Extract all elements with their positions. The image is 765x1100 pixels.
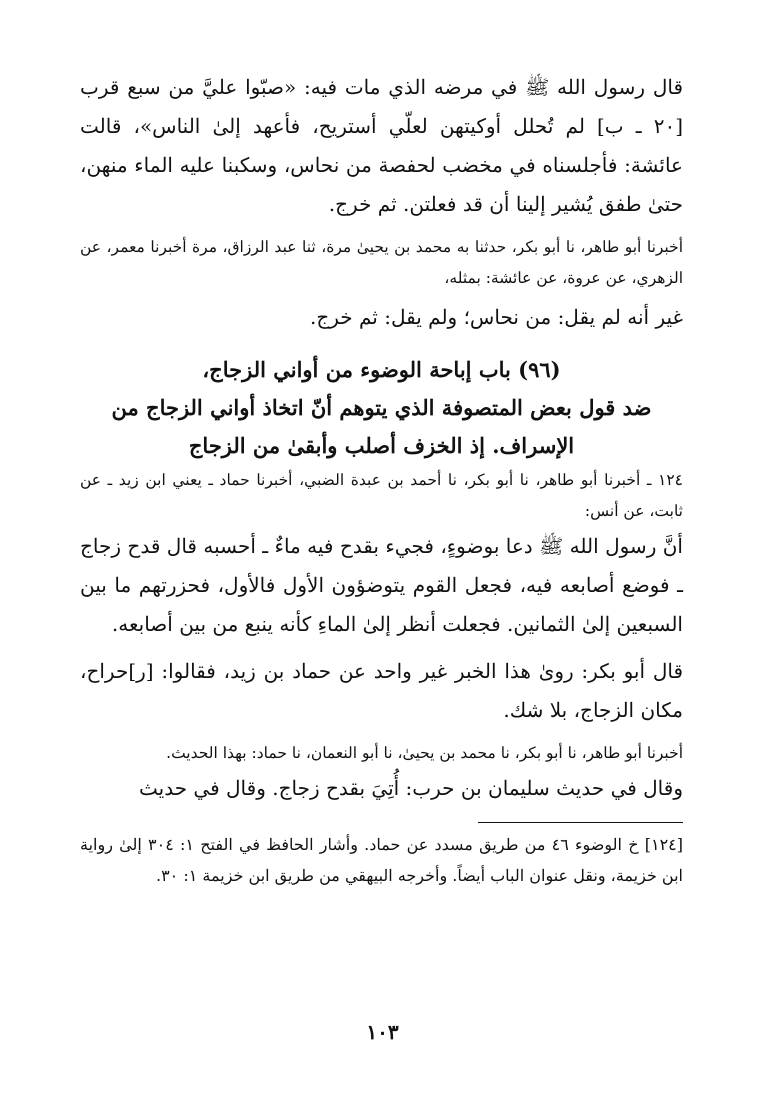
chapter-heading xyxy=(80,351,683,465)
isnad-paragraph: أخبرنا أبو طاهر، نا أبو بكر، حدثنا به محمد بن يحيىٰ مرة، ثنا عبد الرزاق، مرة أخبرنا معمر، عن الزهري، عن عروة، عن عائشة: بمثله، xyxy=(80,238,683,287)
hadith-124-continuation: وقال في حديث سليمان بن حرب: أُتِيَ بقدح زجاج. وقال في حديث xyxy=(139,776,683,800)
hadith-124-isnad: ١٢٤ ـ أخبرنا أبو طاهر، نا أبو بكر، نا أحمد بن عبدة الضبي، أخبرنا حماد ـ يعني ابن زيد ـ عن ثابت، عن أنس: xyxy=(80,471,683,520)
hadith-124-second-isnad: أخبرنا أبو طاهر، نا أبو بكر، نا محمد بن يحيىٰ، نا أبو النعمان، نا حماد: بهذا الحديث. xyxy=(166,744,683,762)
hadith-124-matn: أنَّ رسول الله ﷺ دعا بوضوءٍ، فجيء بقدح فيه ماءٌ ـ أحسبه قال قدح زجاج ـ فوضع أصابعه فيه، فجعل القوم يتوضؤون الأول فالأول، فحزرتهم ما بين السبعين إلىٰ الثمانين. فجعلت أنظر إلىٰ الماءِ كأنه ينبع من بين أصابعه. xyxy=(80,534,683,636)
footnote: [١٢٤] خ الوضوء ٤٦ من طريق مسدد عن حماد. وأشار الحافظ في الفتح ١: ٣٠٤ إلىٰ رواية ابن خزيمة، ونقل عنوان الباب أيضاً. وأخرجه البيهقي من طريق ابن خزيمة ١: ٣٠. xyxy=(80,835,684,885)
footnote-divider xyxy=(478,822,683,823)
chapter-heading-line-1: (٩٦) باب إباحة الوضوء من أواني الزجاج، xyxy=(202,357,561,382)
hadith-124-comment: قال أبو بكر: رویٰ هذا الخبر غير واحد عن حماد بن زيد، فقالوا: [ر]حراح، مكان الزجاج، بلا شك. xyxy=(80,659,684,722)
page-number: ١٠٣ xyxy=(366,1020,399,1044)
chapter-heading-line-3: الإسراف. إذ الخزف أصلب وأبقىٰ من الزجاج xyxy=(188,433,575,458)
chapter-heading-line-2: ضد قول بعض المتصوفة الذي يتوهم أنّ اتخاذ أواني الزجاج من xyxy=(111,395,652,420)
variant-note-paragraph: غير أنه لم يقل: من نحاس؛ ولم يقل: ثم خرج. xyxy=(309,305,683,329)
hadith-text-paragraph: قال رسول الله ﷺ في مرضه الذي مات فيه: «صبّوا عليَّ من سبع قرب [٢٠ ـ ب] لم تُحلل أوكيتهن لعلّي أستريح، فأعهد إلىٰ الناس»، قالت عائشة: فأجلسناه في مخضب لحفصة من نحاس، وسكبنا عليه الماء منهن، حتىٰ طفق يُشير إلينا أن قد فعلتن. ثم خرج. xyxy=(80,75,684,216)
